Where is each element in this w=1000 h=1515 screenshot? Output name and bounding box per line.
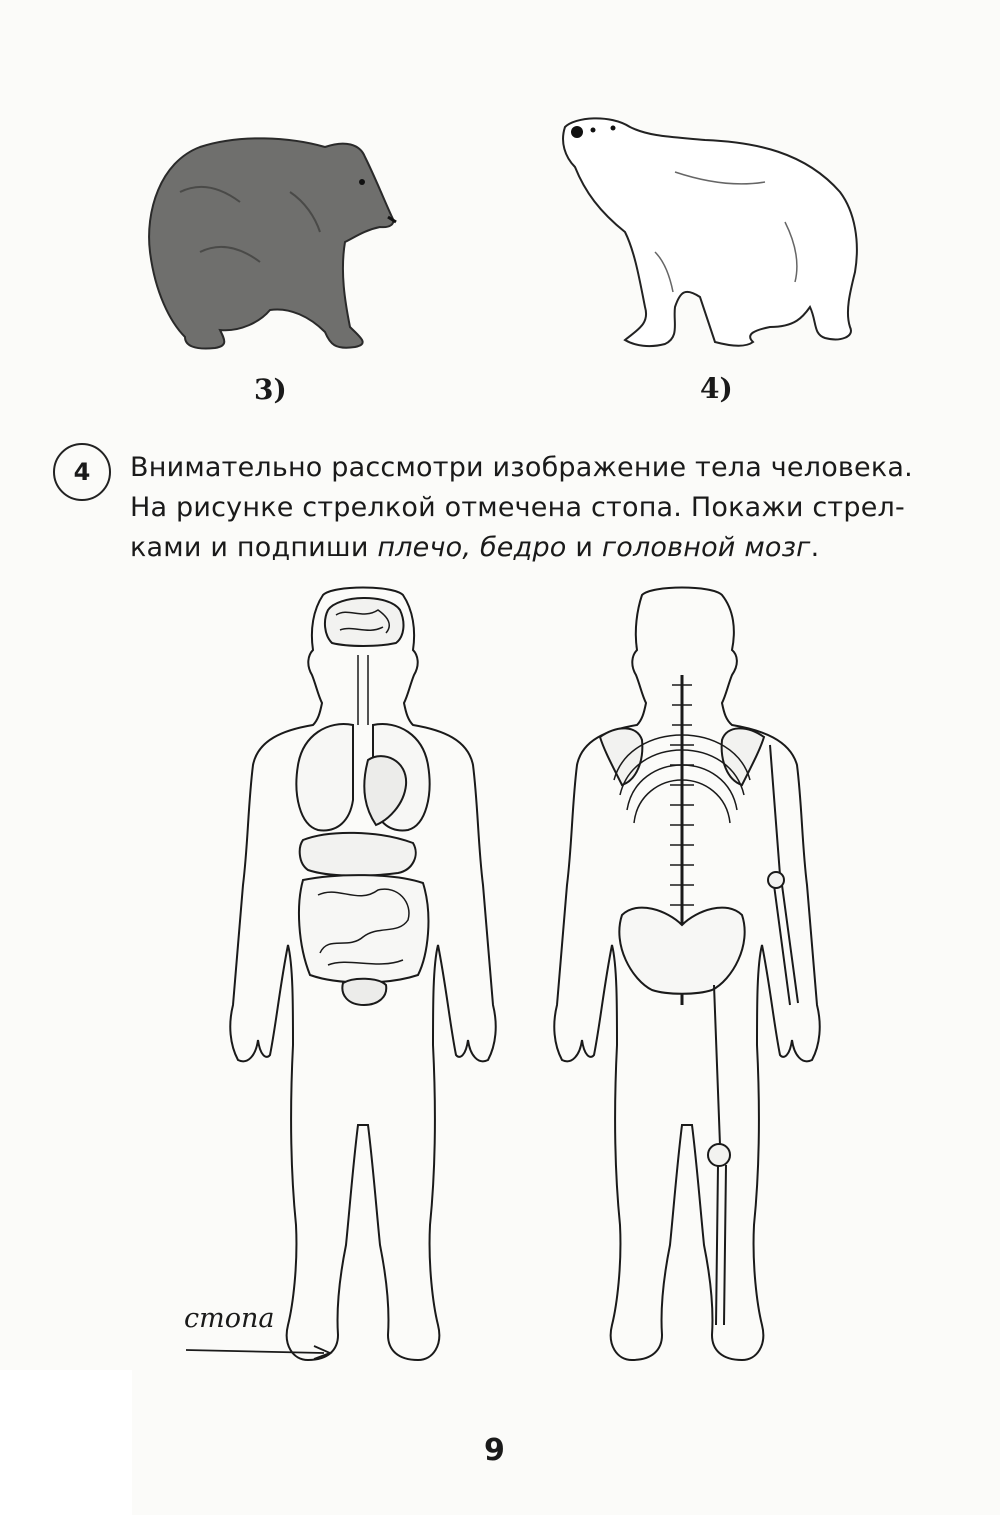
term-thigh: бедро	[479, 532, 567, 563]
task-end: .	[810, 532, 820, 563]
brown-bear-image	[140, 132, 402, 364]
page-number: 9	[484, 1433, 505, 1468]
human-body-back-figure	[542, 585, 822, 1380]
term-brain: головной мозг	[601, 532, 811, 563]
bear3-caption: 3)	[254, 373, 287, 406]
task-instruction	[130, 448, 950, 568]
foot-label: стопа	[184, 1303, 275, 1334]
human-body-front-figure	[228, 585, 498, 1380]
task-text-main: Внимательно рассмотри изображение тела человека. На рисунке стрелкой отмечена стопа. Покажи стрелками и подпиши	[130, 452, 913, 563]
task-sep2: и	[566, 532, 602, 563]
task-number-badge: 4	[53, 443, 111, 501]
foot-arrow	[186, 1342, 336, 1360]
bear4-caption: 4)	[700, 372, 733, 405]
polar-bear-image	[555, 112, 867, 354]
term-shoulder: плечо,	[377, 532, 472, 563]
blank-corner	[0, 1370, 132, 1515]
task-sep1	[471, 532, 480, 563]
